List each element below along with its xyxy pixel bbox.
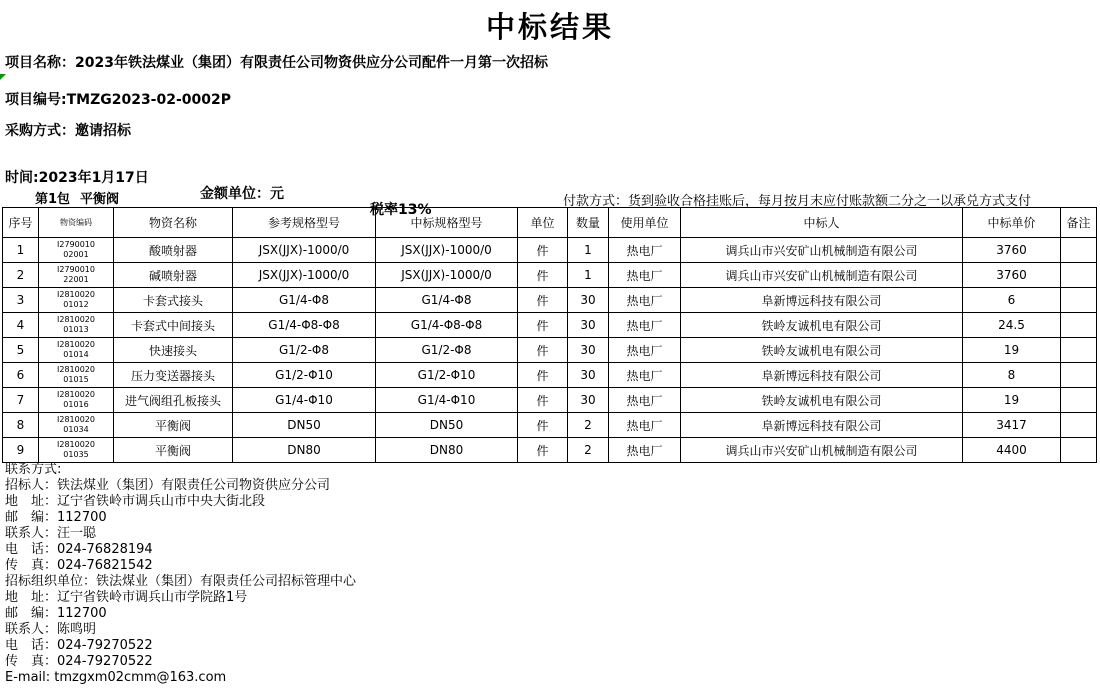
row-qty: 1 [568,263,609,288]
row-qty: 30 [568,338,609,363]
row-remark [1061,363,1097,388]
column-header: 中标单价 [963,208,1061,238]
material-code-line1: I2810020 [57,315,95,325]
results-table [2,207,1097,463]
material-code-line1: I2810020 [57,440,95,450]
row-unit-price: 19 [963,388,1061,413]
row-remark [1061,413,1097,438]
row-win-spec: G1/2-Φ8 [376,338,518,363]
row-winner: 阜新博远科技有限公司 [681,288,963,313]
row-material-code [39,438,114,463]
table-row [3,363,1097,388]
contact-line: 联系人：汪一聪 [5,526,97,541]
row-remark [1061,288,1097,313]
column-header: 中标人 [681,208,963,238]
material-code-line2: 01015 [63,375,89,384]
row-ref-spec: G1/2-Φ8 [233,338,376,363]
row-unit: 件 [518,288,568,313]
row-unit-price: 8 [963,363,1061,388]
row-material-code [39,338,114,363]
row-material-code [39,263,114,288]
cell-indicator-icon [0,74,6,80]
contact-line: 电 话：024-79270522 [5,638,153,653]
package-name: 平衡阀 [80,192,120,207]
row-unit-price: 3760 [963,263,1061,288]
contact-line: 地 址：辽宁省铁岭市调兵山市中央大街北段 [5,494,266,509]
row-material-code [39,363,114,388]
row-unit: 件 [518,238,568,263]
material-code-line1: I2790010 [57,265,95,275]
row-unit: 件 [518,388,568,413]
row-win-spec: DN50 [376,413,518,438]
row-seq: 5 [3,338,39,363]
row-seq: 2 [3,263,39,288]
table-row [3,388,1097,413]
row-unit-price: 19 [963,338,1061,363]
amount-unit-value: 金额单位：元 [200,186,284,202]
table-header-row [3,208,1097,238]
row-material-code [39,288,114,313]
contact-block [5,462,356,686]
procurement-method-line: 采购方式：邀请招标 [5,123,131,139]
row-unit: 件 [518,413,568,438]
row-seq: 4 [3,313,39,338]
time-value: 时间:2023年1月17日 [5,170,149,186]
row-material-name: 快速接头 [114,338,233,363]
row-win-spec: G1/4-Φ8 [376,288,518,313]
column-header: 物资名称 [114,208,233,238]
row-use-unit: 热电厂 [609,263,681,288]
row-winner: 阜新博远科技有限公司 [681,363,963,388]
column-header: 单位 [518,208,568,238]
row-material-name: 压力变送器接头 [114,363,233,388]
row-win-spec: DN80 [376,438,518,463]
material-code-line1: I2810020 [57,290,95,300]
contact-heading: 联系方式: [5,462,62,477]
row-material-code [39,388,114,413]
material-code-line1: I2810020 [57,390,95,400]
row-qty: 30 [568,313,609,338]
material-code-line1: I2810020 [57,365,95,375]
row-material-name: 卡套式接头 [114,288,233,313]
row-unit-price: 4400 [963,438,1061,463]
column-header: 使用单位 [609,208,681,238]
material-code-line2: 22001 [63,275,89,284]
row-winner: 调兵山市兴安矿山机械制造有限公司 [681,438,963,463]
row-material-name: 平衡阀 [114,413,233,438]
contact-line: 电 话：024-76828194 [5,542,153,557]
row-material-name: 酸喷射器 [114,238,233,263]
row-use-unit: 热电厂 [609,313,681,338]
row-ref-spec: JSX(JJX)-1000/0 [233,263,376,288]
material-code-line2: 01013 [63,325,89,334]
row-unit-price: 3417 [963,413,1061,438]
contact-line: 传 真：024-76821542 [5,558,153,573]
row-win-spec: JSX(JJX)-1000/0 [376,263,518,288]
row-remark [1061,313,1097,338]
row-material-code [39,413,114,438]
row-material-code [39,238,114,263]
material-code-line1: I2810020 [57,340,95,350]
page-title: 中标结果 [485,10,614,44]
row-qty: 1 [568,238,609,263]
row-remark [1061,238,1097,263]
row-winner: 铁岭友诚机电有限公司 [681,313,963,338]
row-win-spec: JSX(JJX)-1000/0 [376,238,518,263]
row-material-name: 碱喷射器 [114,263,233,288]
material-code-line2: 02001 [63,250,89,259]
row-winner: 调兵山市兴安矿山机械制造有限公司 [681,263,963,288]
row-material-name: 平衡阀 [114,438,233,463]
payment-terms: 付款方式：货到验收合格挂账后，每月按月末应付账款额二分之一以承兑方式支付 [563,194,1032,209]
row-seq: 1 [3,238,39,263]
row-material-name: 卡套式中间接头 [114,313,233,338]
row-ref-spec: JSX(JJX)-1000/0 [233,238,376,263]
row-remark [1061,388,1097,413]
row-winner: 铁岭友诚机电有限公司 [681,388,963,413]
row-use-unit: 热电厂 [609,238,681,263]
row-qty: 30 [568,288,609,313]
row-unit-price: 24.5 [963,313,1061,338]
table-row [3,238,1097,263]
row-seq: 7 [3,388,39,413]
row-win-spec: G1/4-Φ10 [376,388,518,413]
row-ref-spec: G1/2-Φ10 [233,363,376,388]
contact-line: 地 址：辽宁省铁岭市调兵山市学院路1号 [5,590,248,605]
row-winner: 铁岭友诚机电有限公司 [681,338,963,363]
row-qty: 30 [568,363,609,388]
tax-rate-value: 税率13% [370,202,432,218]
row-seq: 8 [3,413,39,438]
row-qty: 30 [568,388,609,413]
material-code-line2: 01016 [63,400,89,409]
row-unit-price: 6 [963,288,1061,313]
row-winner: 阜新博远科技有限公司 [681,413,963,438]
row-win-spec: G1/2-Φ10 [376,363,518,388]
table-row [3,438,1097,463]
material-code-line2: 01012 [63,300,89,309]
row-use-unit: 热电厂 [609,413,681,438]
row-ref-spec: DN50 [233,413,376,438]
contact-line: 邮 编：112700 [5,606,107,621]
row-winner: 调兵山市兴安矿山机械制造有限公司 [681,238,963,263]
row-unit: 件 [518,438,568,463]
row-unit-price: 3760 [963,238,1061,263]
row-ref-spec: DN80 [233,438,376,463]
row-remark [1061,438,1097,463]
column-header: 参考规格型号 [233,208,376,238]
row-material-code [39,313,114,338]
column-header: 序号 [3,208,39,238]
row-win-spec: G1/4-Φ8-Φ8 [376,313,518,338]
row-unit: 件 [518,313,568,338]
row-unit: 件 [518,363,568,388]
table-row [3,263,1097,288]
material-code-line1: I2790010 [57,240,95,250]
row-use-unit: 热电厂 [609,388,681,413]
row-seq: 6 [3,363,39,388]
material-code-line1: I2810020 [57,415,95,425]
material-code-line2: 01034 [63,425,89,434]
column-header: 备注 [1061,208,1097,238]
contact-line: 招标人：铁法煤业（集团）有限责任公司物资供应分公司 [5,478,331,493]
row-ref-spec: G1/4-Φ10 [233,388,376,413]
row-unit: 件 [518,338,568,363]
row-qty: 2 [568,438,609,463]
table-row [3,413,1097,438]
results-table-body [3,238,1097,463]
table-row [3,288,1097,313]
row-material-name: 进气阀组孔板接头 [114,388,233,413]
row-use-unit: 热电厂 [609,438,681,463]
row-use-unit: 热电厂 [609,363,681,388]
contact-line: 招标组织单位：铁法煤业（集团）有限责任公司招标管理中心 [5,574,357,589]
column-header: 物资编码 [39,208,114,238]
column-header: 数量 [568,208,609,238]
row-remark [1061,263,1097,288]
row-unit: 件 [518,263,568,288]
material-code-line2: 01035 [63,450,89,459]
row-remark [1061,338,1097,363]
table-row [3,313,1097,338]
contact-line: E-mail: tmzgxm02cmm@163.com [5,670,227,685]
contact-line: 联系人：陈鸣明 [5,622,97,637]
table-row [3,338,1097,363]
project-name-line: 项目名称：2023年铁法煤业（集团）有限责任公司物资供应分公司配件一月第一次招标 [5,55,548,71]
project-code-line: 项目编号:TMZG2023-02-0002P [5,92,232,108]
row-qty: 2 [568,413,609,438]
package-label: 第1包 [35,192,71,207]
row-ref-spec: G1/4-Φ8 [233,288,376,313]
row-use-unit: 热电厂 [609,338,681,363]
row-seq: 3 [3,288,39,313]
contact-line: 传 真：024-79270522 [5,654,153,669]
column-header: 中标规格型号 [376,208,518,238]
row-seq: 9 [3,438,39,463]
row-use-unit: 热电厂 [609,288,681,313]
row-ref-spec: G1/4-Φ8-Φ8 [233,313,376,338]
material-code-line2: 01014 [63,350,89,359]
contact-line: 邮 编：112700 [5,510,107,525]
